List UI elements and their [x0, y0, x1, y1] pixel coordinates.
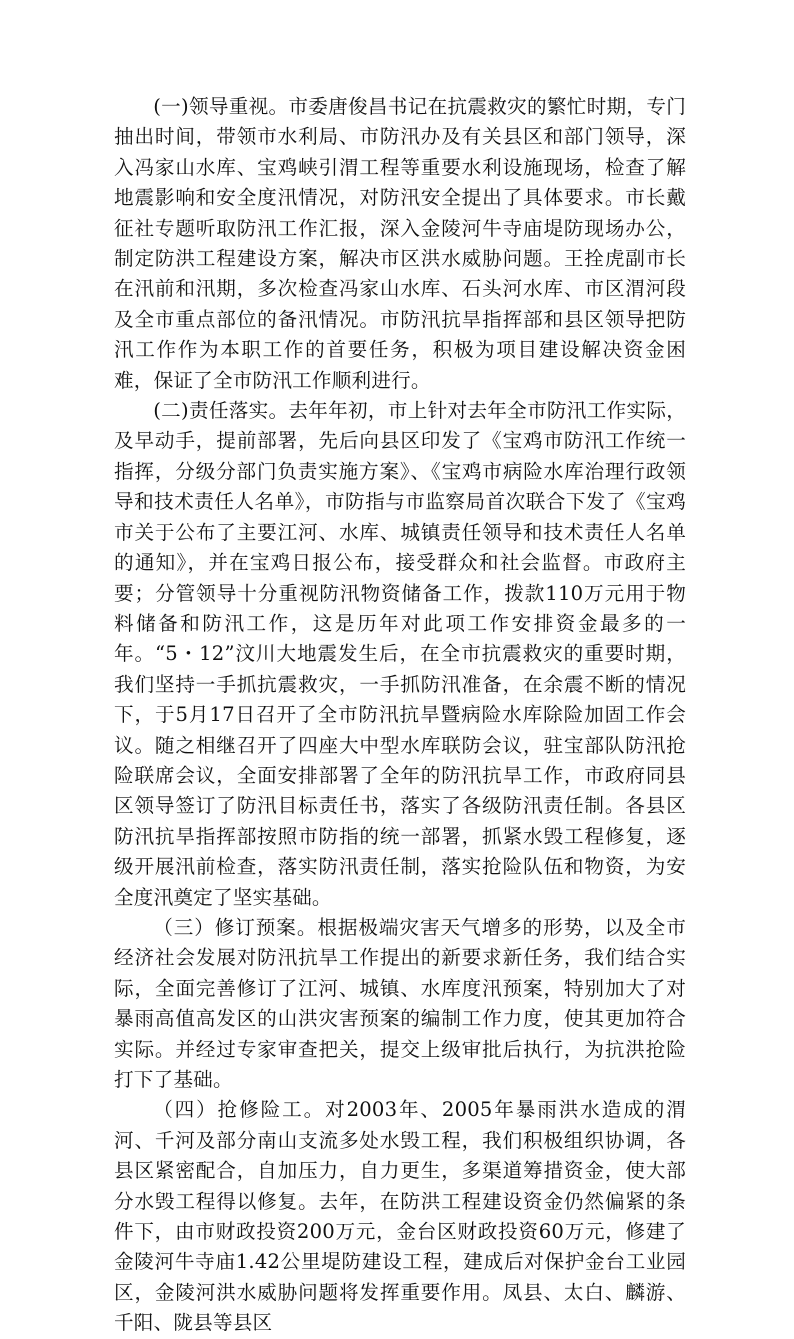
paragraph-repair-works: （四）抢修险工。对2003年、2005年暴雨洪水造成的渭河、千河及部分南山支流多处水毁工程，我们积极组织协调，各县区紧密配合，自加压力，自力更生，多渠道筹措资金，使大部分水毁工程得以修复。去年，在防洪工程建设资金仍然偏紧的条件下，由市财政投资200万元，金台区财政投资60万元，修建了金陵河牛寺庙1.42公里堤防建设工程，建成后对保护金台工业园区，金陵河洪水威胁问题将发挥重要作用。凤县、太白、麟游、千阳、陇县等县区 [114, 1098, 686, 1335]
document-page [114, 92, 686, 1339]
paragraph-responsibility: (二)责任落实。去年年初，市上针对去年全市防汛工作实际，及早动手，提前部署，先后向县区印发了《宝鸡市防汛工作统一指挥，分级分部门负责实施方案》、《宝鸡市病险水库治理行政领导和技术责任人名单》，市防指与市监察局首次联合下发了《宝鸡市关于公布了主要江河、水库、城镇责任领导和技术责任人名单的通知》，并在宝鸡日报公布，接受群众和社会监督。市政府主要；分管领导十分重视防汛物资储备工作，拨款110万元用于物料储备和防汛工作，这是历年对此项工作安排资金最多的一年。“5・12”汶川大地震发生后，在全市抗震救灾的重要时期，我们坚持一手抓抗震救灾，一手抓防汛准备，在余震不断的情况下，于5月17日召开了全市防汛抗旱暨病险水库除险加固工作会议。随之相继召开了四座大中型水库联防会议，驻宝部队防汛抢险联席会议，全面安排部署了全年的防汛抗旱工作，市政府同县区领导签订了防汛目标责任书，落实了各级防汛责任制。各县区防汛抗旱指挥部按照市防指的统一部署，抓紧水毁工程修复，逐级开展汛前检查，落实防汛责任制，落实抢险队伍和物资，为安全度汛奠定了坚实基础。 [114, 399, 686, 909]
paragraph-contingency-plan: （三）修订预案。根据极端灾害天气增多的形势，以及全市经济社会发展对防汛抗旱工作提出的新要求新任务，我们结合实际，全面完善修订了江河、城镇、水库度汛预案，特别加大了对暴雨高值高发区的山洪灾害预案的编制工作力度，使其更加符合实际。并经过专家审查把关，提交上级审批后执行，为抗洪抢险打下了基础。 [114, 915, 686, 1091]
paragraph-leadership: (一)领导重视。市委唐俊昌书记在抗震救灾的繁忙时期，专门抽出时间，带领市水利局、市防汛办及有关县区和部门领导，深入冯家山水库、宝鸡峡引渭工程等重要水利设施现场，检查了解地震影响和安全度汛情况，对防汛安全提出了具体要求。市长戴征社专题听取防汛工作汇报，深入金陵河牛寺庙堤防现场办公，制定防洪工程建设方案，解决市区洪水威胁问题。王拴虎副市长在汛前和汛期，多次检查冯家山水库、石头河水库、市区渭河段及全市重点部位的备汛情况。市防汛抗旱指挥部和县区领导把防汛工作作为本职工作的首要任务，积极为项目建设解决资金困难，保证了全市防汛工作顺利进行。 [114, 95, 686, 392]
